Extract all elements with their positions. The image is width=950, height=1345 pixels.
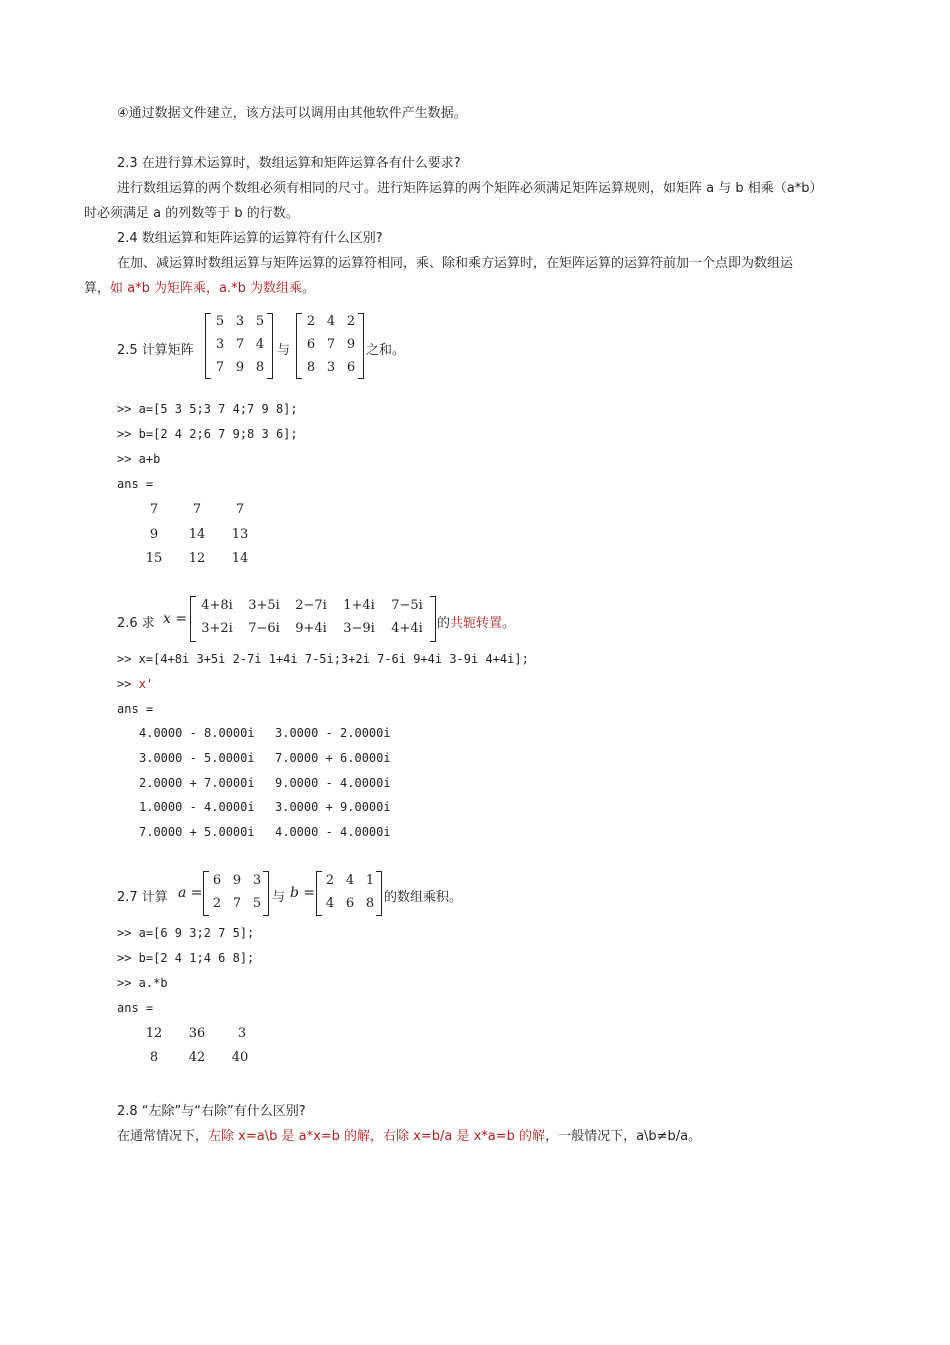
answer-2-4-highlight: 如 a*b 为矩阵乘，a.*b 为数组乘 [110,281,302,296]
result-cell: 4.0000 - 4.0000i [275,825,391,839]
question-2-6-highlight: 共轭转置 [450,616,503,631]
result-cell: 3.0000 + 9.0000i [275,800,391,814]
matrix-cell: 9+4i [295,621,327,636]
question-2-7-var-b: b = [290,885,316,901]
question-2-6-period: 。 [502,616,516,631]
question-2-6-of: 的 [437,616,451,631]
question-2-6-label: 2.6 求 [117,616,155,631]
matrix-cell: 7−5i [391,598,423,613]
answer-2-4-line2 [84,277,315,296]
matrix-cell: 7 [326,337,336,352]
question-2-5-sum: 之和。 [366,343,406,358]
matrix-cell: 6 [346,360,356,375]
result-cell: 4.0000 - 8.0000i [139,726,255,740]
code-highlight: x' [138,677,154,691]
code-line: >> a=[5 3 5;3 7 4;7 9 8]; [117,402,298,416]
answer-2-8 [117,1125,701,1144]
matrix-cell: 1 [365,873,375,888]
intro-item-4: ④通过数据文件建立，该方法可以调用由其他软件产生数据。 [117,106,467,121]
matrix-cell: 3 [252,873,262,888]
matrix-cell: 5 [215,314,225,329]
matrix-cell: 7 [215,360,225,375]
result-cell: 42 [188,1050,206,1065]
result-cell: 9.0000 - 4.0000i [275,776,391,790]
code-line [117,677,153,691]
matrix-cell: 7 [235,337,245,352]
result-cell: 7 [235,502,245,517]
result-cell: 9 [149,527,159,542]
matrix-cell: 4+4i [391,621,423,636]
matrix-cell: 4 [325,896,335,911]
code-line: >> b=[2 4 1;4 6 8]; [117,951,255,965]
matrix-cell: 3 [326,360,336,375]
matrix-2-7-a [203,871,269,916]
matrix-cell: 6 [306,337,316,352]
matrix-2-7-b [316,871,382,916]
result-cell: 3.0000 - 2.0000i [275,726,391,740]
question-2-4: 2.4 数组运算和矩阵运算的运算符有什么区别? [117,231,383,246]
matrix-cell: 1+4i [343,598,375,613]
result-cell: 3.0000 - 5.0000i [139,751,255,765]
code-line: >> a.*b [117,976,168,990]
result-cell: 7 [149,502,159,517]
question-2-7-label: 2.7 计算 [117,890,168,905]
result-cell: 14 [188,527,206,542]
matrix-cell: 9 [235,360,245,375]
matrix-cell: 6 [212,873,222,888]
matrix-cell: 2 [325,873,335,888]
result-cell: 1.0000 - 4.0000i [139,800,255,814]
result-cell: 7.0000 + 5.0000i [139,825,255,839]
matrix-cell: 6 [345,896,355,911]
question-2-5-label: 2.5 计算矩阵 [117,343,194,358]
matrix-2-5-a [205,313,273,379]
matrix-2-6-x [190,596,436,642]
matrix-cell: 9 [346,337,356,352]
result-cell: 7.0000 + 6.0000i [275,751,391,765]
matrix-cell: 4+8i [201,598,233,613]
matrix-2-5-b [296,313,364,379]
matrix-cell: 8 [365,896,375,911]
matrix-cell: 3−9i [343,621,375,636]
answer-2-8-tail: ，一般情况下，a\b≠b/a。 [545,1129,702,1144]
matrix-cell: 5 [255,314,265,329]
matrix-cell: 9 [232,873,242,888]
matrix-cell: 4 [255,337,265,352]
matrix-cell: 8 [306,360,316,375]
matrix-cell: 2 [346,314,356,329]
result-cell: 12 [145,1026,163,1041]
answer-2-4-line1: 在加、减运算时数组运算与矩阵运算的运算符相同，乘、除和乘方运算时，在矩阵运算的运算符前加一个点即为数组运 [117,256,794,271]
answer-2-3-line2: 时必须满足 a 的列数等于 b 的行数。 [84,206,299,221]
code-line: >> x=[4+8i 3+5i 2-7i 1+4i 7-5i;3+2i 7-6i 9+4i 3-9i 4+4i]; [117,652,529,666]
question-2-3: 2.3 在进行算术运算时，数组运算和矩阵运算各有什么要求? [117,156,461,171]
code-line: >> a+b [117,452,161,466]
matrix-cell: 2 [306,314,316,329]
result-cell: 7 [192,502,202,517]
answer-2-8-text: 在通常情况下， [117,1129,209,1144]
answer-2-3-line1: 进行数组运算的两个数组必须有相同的尺寸。进行矩阵运算的两个矩阵必须满足矩阵运算规则，如矩阵 a 与 b 相乘（a*b） [117,181,823,196]
matrix-cell: 8 [255,360,265,375]
answer-2-8-highlight: 左除 x=a\b 是 a*x=b 的解，右除 x=b/a 是 x*a=b 的解 [208,1129,546,1144]
matrix-cell: 3+5i [248,598,280,613]
result-cell: 15 [145,551,163,566]
code-ans: ans = [117,702,154,716]
question-2-6-var: x = [163,611,188,627]
code-ans: ans = [117,1001,154,1015]
question-2-7-var-a: a = [178,885,203,901]
matrix-cell: 3+2i [201,621,233,636]
result-cell: 8 [149,1050,159,1065]
matrix-cell: 4 [326,314,336,329]
code-line: >> a=[6 9 3;2 7 5]; [117,926,255,940]
code-line: >> b=[2 4 2;6 7 9;8 3 6]; [117,427,298,441]
result-cell: 3 [237,1026,247,1041]
matrix-cell: 3 [235,314,245,329]
result-cell: 36 [188,1026,206,1041]
question-2-7-and: 与 [272,890,286,905]
result-cell: 12 [188,551,206,566]
matrix-cell: 4 [345,873,355,888]
result-cell: 13 [231,527,249,542]
matrix-cell: 2 [212,896,222,911]
code-ans: ans = [117,477,154,491]
answer-2-4-period: 。 [301,281,315,296]
question-2-5-and: 与 [277,343,291,358]
result-cell: 14 [231,551,249,566]
question-2-8: 2.8 “左除”与“右除”有什么区别? [117,1104,306,1119]
matrix-cell: 7−6i [248,621,280,636]
result-cell: 2.0000 + 7.0000i [139,776,255,790]
matrix-cell: 2−7i [295,598,327,613]
answer-2-4-text: 算， [84,281,111,296]
matrix-cell: 7 [232,896,242,911]
question-2-7-tail: 的数组乘积。 [384,890,463,905]
matrix-cell: 5 [252,896,262,911]
question-2-6-tail [437,612,515,631]
code-prompt: >> [117,677,139,691]
result-cell: 40 [231,1050,249,1065]
matrix-cell: 3 [215,337,225,352]
